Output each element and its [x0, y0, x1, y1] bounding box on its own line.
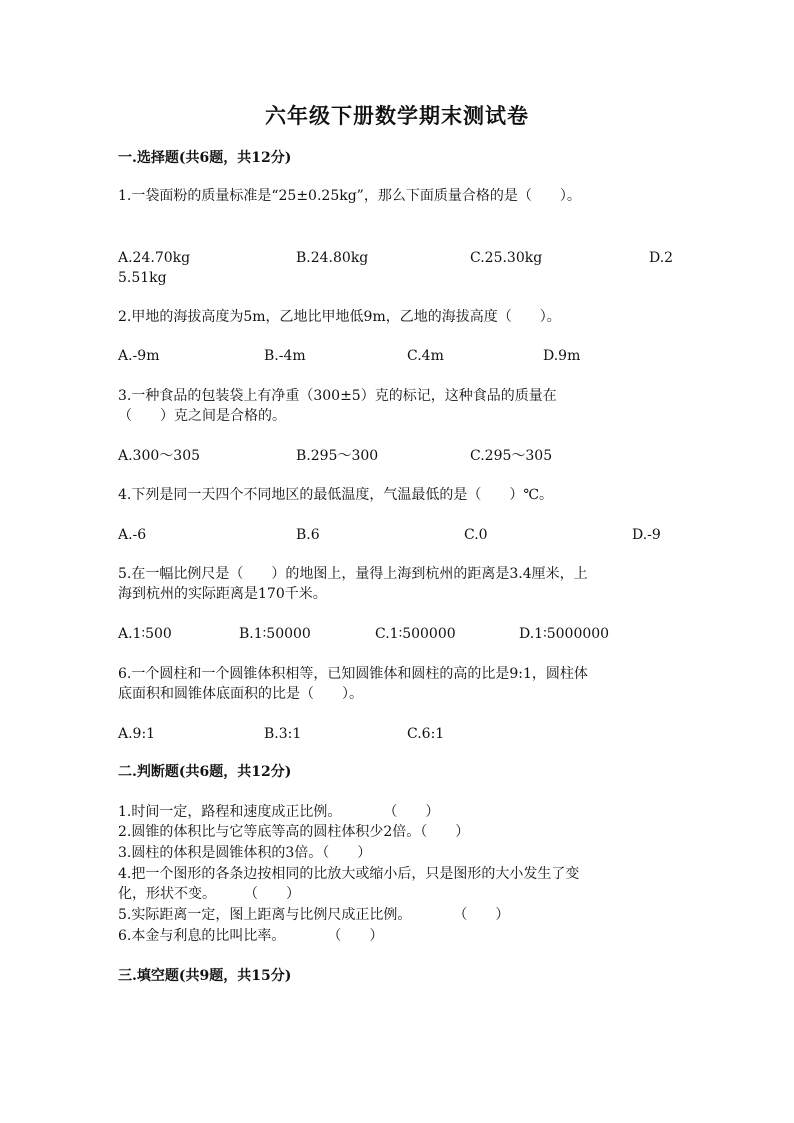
option-a: A.-6 — [118, 527, 147, 543]
option-c: C.295～305 — [470, 448, 553, 464]
question-text-cont: 底面积和圆锥体底面积的比是（ ）。 — [118, 686, 363, 702]
judge-item-cont: 化，形状不变。 （ ） — [118, 886, 300, 902]
option-b: B.-4m — [264, 348, 306, 364]
question-text: 6.一个圆柱和一个圆锥体积相等，已知圆锥体和圆柱的高的比是9:1，圆柱体 — [118, 666, 588, 682]
option-d-wrap: 5.51kg — [118, 270, 167, 286]
option-b: B.24.80kg — [296, 250, 369, 266]
option-a: A.-9m — [118, 348, 160, 364]
judge-item: 2.圆锥的体积比与它等底等高的圆柱体积少2倍。（ ） — [118, 824, 470, 840]
question-text: 5.在一幅比例尺是（ ）的地图上，量得上海到杭州的距离是3.4厘米，上 — [118, 566, 588, 582]
question-text: 1.一袋面粉的质量标准是“25±0.25kg”，那么下面质量合格的是（ ）。 — [118, 188, 581, 204]
option-a: A.9:1 — [118, 726, 156, 742]
option-b: B.3:1 — [264, 726, 302, 742]
option-c: C.25.30kg — [470, 250, 543, 266]
option-c: C.0 — [464, 527, 488, 543]
page-title: 六年级下册数学期末测试卷 — [265, 103, 529, 128]
judge-item: 4.把一个图形的各条边按相同的比放大或缩小后，只是图形的大小发生了变 — [118, 866, 580, 882]
judge-item: 1.时间一定，路程和速度成正比例。 （ ） — [118, 804, 440, 820]
option-d: D.-9 — [632, 527, 661, 543]
option-a: A.1∶500 — [118, 626, 172, 642]
option-d: D.9m — [543, 348, 581, 364]
judge-item: 5.实际距离一定，图上距离与比例尺成正比例。 （ ） — [118, 907, 510, 923]
question-text-cont: （ ）克之间是合格的。 — [118, 408, 286, 424]
question-text: 3.一种食品的包装袋上有净重（300±5）克的标记，这种食品的质量在 — [118, 388, 557, 404]
section-heading-judge: 二.判断题(共6题，共12分) — [118, 764, 292, 780]
option-a: A.24.70kg — [118, 250, 191, 266]
judge-item: 3.圆柱的体积是圆锥体积的3倍。（ ） — [118, 845, 372, 861]
option-b: B.6 — [296, 527, 320, 543]
option-d: D.1∶5000000 — [519, 626, 610, 642]
section-heading-choice: 一.选择题(共6题，共12分) — [118, 150, 292, 166]
option-c: C.4m — [407, 348, 444, 364]
question-text-cont: 海到杭州的实际距离是170千米。 — [118, 586, 327, 602]
section-heading-fill: 三.填空题(共9题，共15分) — [118, 968, 292, 984]
option-d: D.2 — [649, 250, 674, 266]
question-text: 4.下列是同一天四个不同地区的最低温度，气温最低的是（ ）℃。 — [118, 487, 554, 503]
judge-item: 6.本金与利息的比叫比率。 （ ） — [118, 928, 384, 944]
option-b: B.1∶50000 — [239, 626, 311, 642]
option-c: C.1∶500000 — [375, 626, 456, 642]
option-b: B.295～300 — [296, 448, 379, 464]
option-a: A.300～305 — [118, 448, 201, 464]
question-text: 2.甲地的海拔高度为5m，乙地比甲地低9m，乙地的海拔高度（ ）。 — [118, 309, 561, 325]
option-c: C.6:1 — [407, 726, 445, 742]
